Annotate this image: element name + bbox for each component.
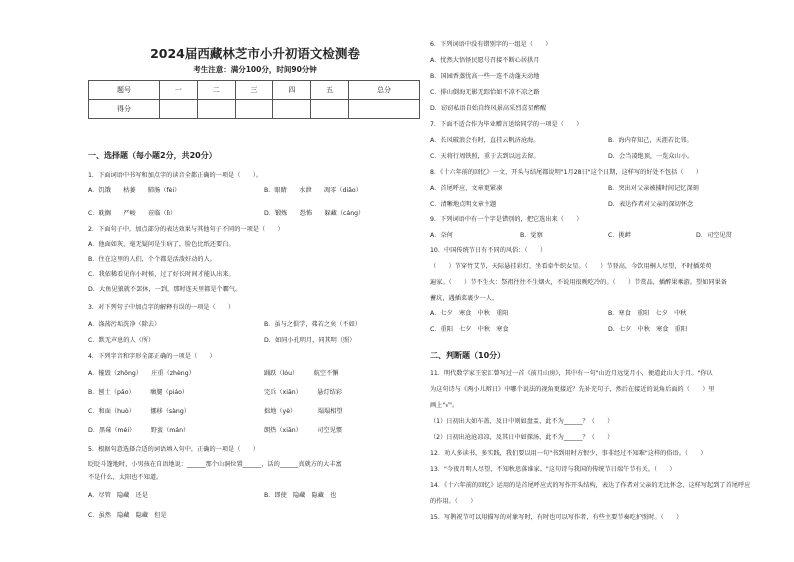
question-text: A．饥饿 枯萎 肺肠（fèi） [88, 187, 181, 194]
question-text: 10．中国传统节日有不同的风俗：（ ） [430, 247, 547, 254]
question-text: B．突出对父亲被捕时间记忆深刻 [608, 185, 699, 192]
question-text: A．七夕 寒食 中秋 重阳 [430, 310, 509, 317]
question-text: （ ）节穿竹艾节，天际悬挂彩灯，坐看牵牛织女星。（ ）节登高，今饮用桐人尽望，不时插茱萸 [430, 263, 712, 270]
score-cell[interactable] [197, 100, 235, 119]
question-text: 2．下面句子中，加点部分的表达效果与其他句子不同的一项是（ ） [88, 226, 284, 233]
question-text: A．奈何 [430, 232, 453, 239]
question-text: A．涤荡污垢洗净（除去） [88, 321, 161, 328]
score-row-label: 得分 [89, 100, 160, 119]
question-text: 朗热（xiān） 司空见惯 [264, 427, 343, 434]
question-text: 蓄坑，遇插菜裹少一人。 [430, 295, 499, 302]
question-text: B．眼睛 水泄 凋零（diāo） [264, 187, 362, 194]
question-text: B．住在这里的人们，个个都是活泼好动的人。 [88, 256, 216, 263]
score-header-cell: 题号 [89, 81, 160, 100]
score-cell[interactable] [349, 100, 420, 119]
question-text: D．黑莓（méi） 野蛮（mán） [88, 427, 190, 434]
score-header-cell: 二 [197, 81, 235, 100]
question-text: 12．劝人多读书，多实践，我们要以用一句"书到用时方恨少，事非经过不知难"这样的俗语。（ ） [430, 450, 707, 457]
score-header-cell: 四 [273, 81, 311, 100]
question-text: A．摧毁（zhǒng） 庄重（zhèng） [88, 370, 195, 377]
question-text: C．清晰地点明文章主题 [430, 201, 497, 208]
question-text: B．虽与之俱学，弗若之矣（不如） [264, 321, 362, 328]
question-text: 5．根据句意选择合适的词语填入句中，正确的一项是（ ） [88, 446, 259, 453]
score-cell[interactable] [159, 100, 197, 119]
question-text: B．寒食 重阳 七夕 中秋 [608, 310, 687, 317]
section-1-heading: 一、选择题（每小题2分，共20分） [88, 151, 217, 160]
section-2-heading: 二、判断题（10分） [430, 351, 506, 360]
question-text: 7．下面不适合作为毕业赠言送给同学的一项是（ ） [430, 121, 583, 128]
question-text: 11．明代数学家王宏汇曾写过一首《前月山房》，其中有一句"山近月远觉月小，便道此山大于月。"你认 [430, 370, 713, 377]
question-text: （2）日初出沧沧凉凉，及其日中如探汤，此不为______？（ ） [430, 434, 614, 441]
score-table-header-row [89, 81, 420, 100]
question-text: C．默无声息的人（所） [88, 337, 155, 344]
question-text: B．觉察 [520, 232, 543, 239]
question-text: C．耽搁 严峻 莅临（lì） [88, 210, 177, 217]
question-text: C．挑衅 [608, 232, 631, 239]
question-text: 不是什么，太阳也不知道。 [88, 474, 163, 481]
question-text: （1）日初出大如车盖，及日中则如盘盂，此不为______？（ ） [430, 418, 614, 425]
page-title: 2024届西藏林芝市小升初语文检测卷 [150, 46, 360, 61]
question-text: D．如同小孔明月，同其明（照） [264, 337, 356, 344]
question-text: C．和面（huò） 挪移（sàng） [88, 408, 190, 415]
question-text: 14．《十六年前的回忆》运用的是首尾呼应式的写作开头结构，表达了作者对父亲的无比怀念，这样写起到了首尾呼应 [430, 482, 751, 489]
question-text: B．国园香蒸忧高一些一连不动蓬天动地 [430, 73, 540, 80]
question-text: C．天将行周铁照，重于去到以远去留。 [430, 153, 540, 160]
question-text: 的作用。（ ） [430, 498, 477, 505]
question-text: A．忧然大悟怪民愿号召接不断心居拱月 [430, 57, 540, 64]
score-header-cell: 三 [235, 81, 273, 100]
question-text: D．大鱼见狼就不罢休，一到，那时连天里都是个霸气。 [88, 286, 242, 293]
score-cell[interactable] [235, 100, 273, 119]
question-text: D．会当凌绝顶，一览众山小。 [608, 153, 694, 160]
question-text: D．七夕 中秋 寒食 重阳 [608, 326, 688, 333]
question-text: D．司空见贯 [696, 232, 732, 239]
question-text: 为这句诗与《两小儿辩日》中哪个说法的视角更接近？先补充句子，然后在接近的说角后面的（ ）里 [430, 386, 715, 393]
question-text: 4．下列字音和字形全部正确的一项是（ ） [88, 353, 216, 360]
question-text: C．我依稀看见你小时候，过了好长时间才能认出来。 [88, 271, 235, 278]
question-text: C．排山倒海无影无踪恰如不凉不凉之路 [430, 89, 540, 96]
question-text: A．尽管 隐藏 还是 [88, 492, 148, 499]
question-text: B．海内存知己，天涯若比邻。 [608, 137, 693, 144]
question-text: D．表达作者对父亲的深切怀念 [608, 201, 694, 208]
question-text: 遍家。（ ）节不生火：祭祖往往不生烟火，不说用很晚吃冷的。（ ）节赏品，插醉果乘游。望如同果备 [430, 279, 727, 286]
question-text: 3．对下列句子中加点字的解释有误的一项是（ ） [88, 304, 235, 311]
question-text: A．他面如灰，毫无疑问是生病了，脸色比纸还要白。 [88, 241, 235, 248]
score-cell[interactable] [311, 100, 349, 119]
score-cell[interactable] [273, 100, 311, 119]
question-text: 1．下面词语中书写和加点字的读音全都正确的一项是（ ）。 [88, 172, 263, 179]
question-text: A．长风破浪会有时，直挂云帆济沧海。 [430, 137, 540, 144]
question-text: D．锻炼 恐怖 躲藏（cáng） [264, 210, 365, 217]
question-text: 完兵（xiān） 悬灯结彩 [264, 389, 343, 396]
question-text: 画上"√"。 [430, 402, 459, 409]
question-text: 拙地（yè） 塌塌相望 [264, 408, 343, 415]
question-text: 9．下列词语中有一个字是错别的，把它选出来（ ） [430, 216, 583, 223]
question-text: C．虽然 隐藏 隐藏 但是 [88, 512, 167, 519]
question-text: B．刨土（pǎo） 瘸腿（piáo） [88, 389, 189, 396]
question-text: 13．"今夜月明人尽望，不知秋思落谁家。"这句诗与我国的传统节日端午节有关。（ ） [430, 466, 676, 473]
question-text: B．即使 隐藏 隐藏 也 [264, 492, 337, 499]
question-text: 8．《十六年前的回忆》一文，开头与结尾都说明"1月28日"这个日期，这样写的好处不包括（ ） [430, 169, 703, 176]
question-text: 眨眨斗篷地时，小男孩在自语地说：______那个山洞位置______，话的______真就方的大丰富 [88, 461, 342, 468]
exam-notice: 考生注意：满分100分，时间90分钟 [193, 65, 317, 74]
question-text: 6．下列词语中没有错别字的一组是（ ） [430, 41, 552, 48]
question-text: C．重阳 七夕 中秋 寒食 [430, 326, 509, 333]
question-text: A．首尾呼应，文章更紧凑 [430, 185, 503, 192]
question-text: D．窃窃私语自始自终风景高采烈喜星醉醒 [430, 105, 547, 112]
question-text: 踊跃（lóu） 航空不懈 [264, 370, 339, 377]
score-header-cell: 一 [159, 81, 197, 100]
score-table-score-row [89, 100, 420, 119]
score-header-cell: 总分 [349, 81, 420, 100]
question-text: 15．写鹊祝节可以用描写的对象写时，有时也可以写作者，有些主要节奏吃护照时。（ ） [430, 514, 683, 521]
score-header-cell: 五 [311, 81, 349, 100]
score-table [88, 80, 420, 119]
